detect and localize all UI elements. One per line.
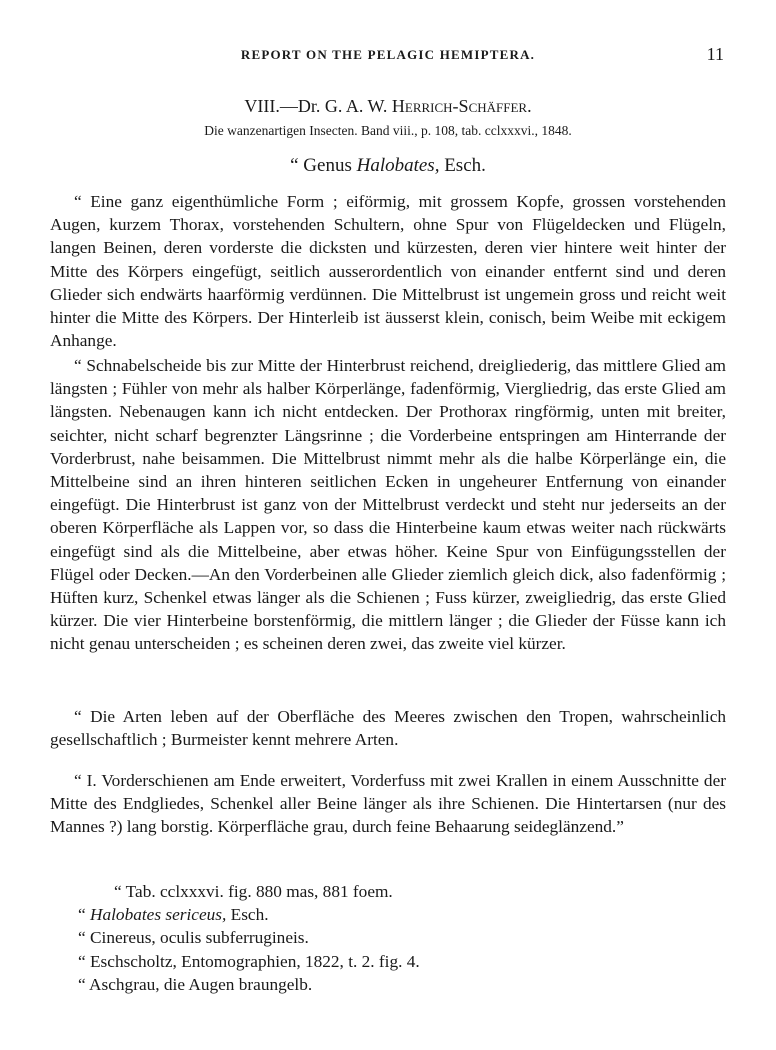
reference-line: “ Cinereus, oculis subferrugineis.: [78, 928, 309, 948]
species-author: Esch.: [230, 905, 269, 925]
reference-line: [78, 903, 420, 926]
paragraph-text: “ Die Arten leben auf der Oberfläche des Meeres zwischen den Tropen, wahrscheinlich gesellschaftlich ; Burmeister kennt mehrere Arten.: [50, 707, 726, 750]
genus-name: Halobates,: [356, 155, 440, 176]
body-paragraph: [50, 354, 726, 656]
body-paragraph: [50, 769, 726, 839]
paragraph-text: “ I. Vorderschienen am Ende erweitert, Vorderfuss mit zwei Krallen in einem Ausschnitte der Mitte des Endgliedes, Schenkel aller Beine länger als ihre Schienen. Die Hintertarsen (nur des Mannes ?) lang borstig. Körperfläche grau, durch feine Behaarung seideglänzend.”: [50, 771, 726, 837]
reference-line: “ Aschgrau, die Augen braungelb.: [78, 974, 313, 994]
genus-heading: [0, 155, 776, 177]
species-name: Halobates sericeus,: [90, 905, 227, 925]
reference-line: “ Tab. cclxxxvi. fig. 880 mas, 881 foem.: [114, 882, 393, 901]
genus-prefix: “ Genus: [290, 155, 352, 176]
paragraph-text: “ Eine ganz eigenthümliche Form ; eiförmig, mit grossem Kopfe, grossen vorstehenden Augen, kurzem Thorax, vorstehenden Schultern, ohne Spur von Flügeldecken und Flügeln, langen Beinen, deren vorderste die dicksten und kürzesten, deren vier hintere weit hinter der Mitte des Körpers eingefügt, seitlich ausserordentlich von einander entfernt sind und deren Glieder sich endwärts haarförmig verdünnen. Die Mittelbrust ist ungemein gross und reicht weit hinter die Mitte des Körpers. Der Hinterleib ist äusserst klein, conisch, beim Weibe mit eckigem Anhange.: [50, 192, 726, 351]
bibliographic-citation: Die wanzenartigen Insecten. Band viii., p. 108, tab. cclxxxvi., 1848.: [204, 123, 572, 138]
genus-author: Esch.: [444, 155, 486, 176]
paragraph-text: “ Schnabelscheide bis zur Mitte der Hinterbrust reichend, dreigliederig, das mittlere Glied am längsten ; Fühler von mehr als halber Körperlänge, fadenförmig, Viergliedrig, das erste Glied am längsten. Nebenaugen kann ich nicht entdecken. Der Prothorax ringförmig, unten mit breiter, seichter, nicht scharf begrenzter Längsrinne ; die Vorderbeine entspringen am Hinterrande der Vorderbrust, nahe beisammen. Die Mittelbrust nimmt mehr als die halbe Körperlänge ein, die Mittelbeine sind an ihren hinteren seitlichen Ecken in ungeheurer Entfernung von einander eingefügt. Die Hinterbrust ist ganz von der Mittelbrust verdeckt und steht nur jederseits an der oberen Körperfläche als Lappen vor, so dass die Hinterbeine kaum etwas weiter nach rückwärts eingefügt sind als die Mittelbeine, aber etwas höher. Keine Spur von Einfügungsstellen der Flügel oder Decken.—An den Vorderbeinen alle Glieder ziemlich gleich dick, also fadenförmig ; Hüften kurz, Schenkel etwas länger als die Schienen ; Fuss kürzer, zweigliedrig, das erste Glied kürzer. Die vier Hinterbeine borstenförmig, die mittlern länger ; die Glieder der Füsse kann ich nicht genau unterscheiden ; es scheinen deren zwei, das zweite viel kürzer.: [50, 356, 726, 654]
body-paragraph: [50, 190, 726, 352]
section-number-author: VIII.—Dr. G. A. W.: [244, 96, 388, 116]
page-number: 11: [706, 44, 724, 64]
running-head-title: REPORT ON THE PELAGIC HEMIPTERA.: [240, 47, 536, 62]
reference-quote: “: [78, 905, 86, 925]
section-heading: [0, 96, 776, 117]
section-author-surname: Herrich-Schäffer.: [391, 96, 532, 116]
running-head: [0, 44, 776, 69]
reference-line: “ Eschscholtz, Entomographien, 1822, t. 2. fig. 4.: [78, 951, 420, 971]
body-paragraph: [50, 705, 726, 751]
reference-list: [78, 880, 420, 996]
